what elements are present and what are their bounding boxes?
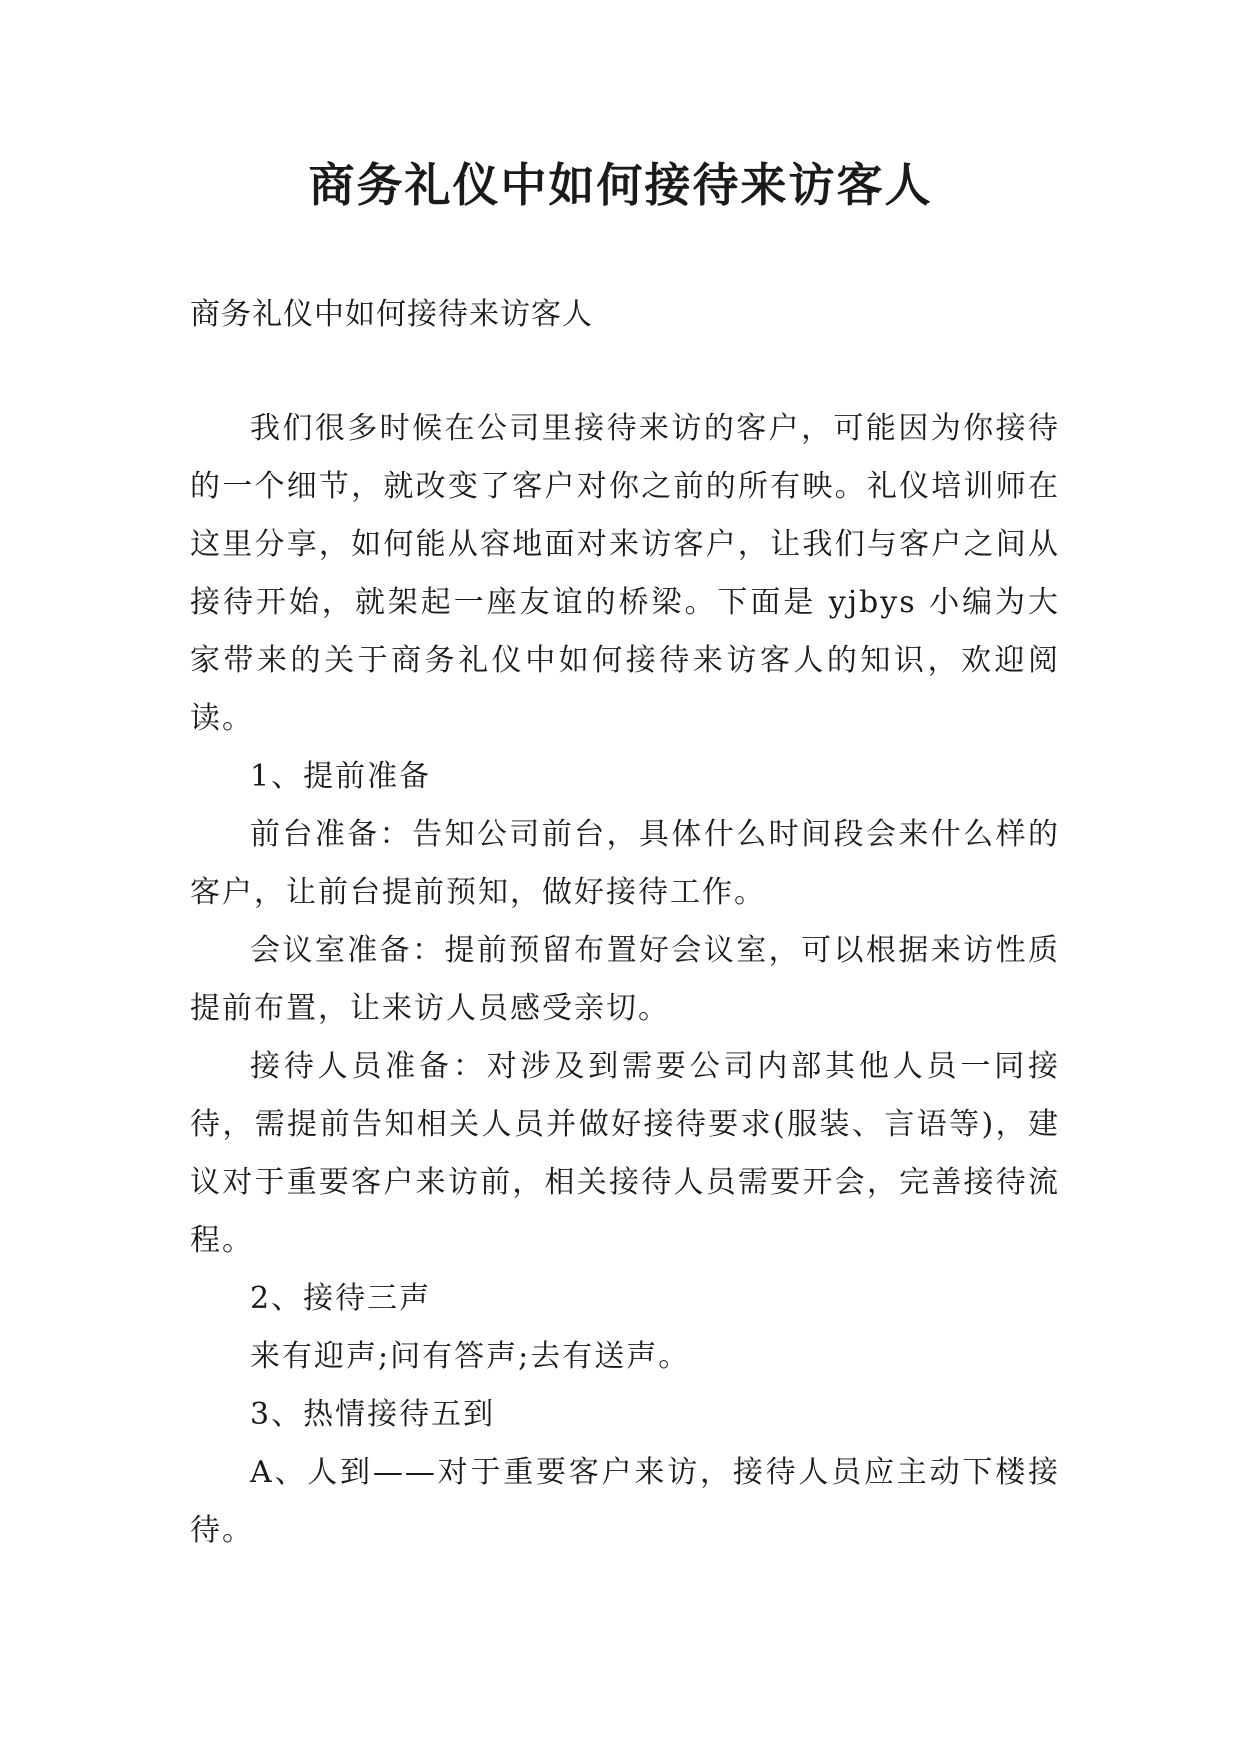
paragraph-front-desk: 前台准备：告知公司前台，具体什么时间段会来什么样的客户，让前台提前预知，做好接待工作。 — [190, 817, 1060, 910]
heading-advance-preparation: 1、提前准备 — [250, 759, 432, 794]
paragraph-reception-staff: 接待人员准备：对涉及到需要公司内部其他人员一同接待，需提前告知相关人员并做好接待要求(服装、言语等)，建议对于重要客户来访前，相关接待人员需要开会，完善接待流程。 — [190, 1049, 1060, 1258]
paragraph-three-voices: 来有迎声;问有答声;去有送声。 — [250, 1339, 691, 1374]
paragraph-person-arrives: A、人到——对于重要客户来访，接待人员应主动下楼接待。 — [190, 1455, 1060, 1548]
heading-three-voices: 2、接待三声 — [250, 1281, 432, 1316]
document-subtitle: 商务礼仪中如何接待来访客人 — [190, 297, 593, 332]
paragraph-meeting-room: 会议室准备：提前预留布置好会议室，可以根据来访性质提前布置，让来访人员感受亲切。 — [190, 933, 1060, 1026]
document-body — [190, 400, 1060, 1560]
heading-five-arrivals: 3、热情接待五到 — [250, 1397, 496, 1432]
paragraph-intro: 我们很多时候在公司里接待来访的客户，可能因为你接待的一个细节，就改变了客户对你之前的所有映。礼仪培训师在这里分享，如何能从容地面对来访客户，让我们与客户之间从接待开始，就架起一座友谊的桥梁。下面是 yjbys 小编为大家带来的关于商务礼仪中如何接待来访客人的知识，欢迎阅读。 — [190, 411, 1060, 736]
document-title: 商务礼仪中如何接待来访客人 — [308, 158, 933, 212]
